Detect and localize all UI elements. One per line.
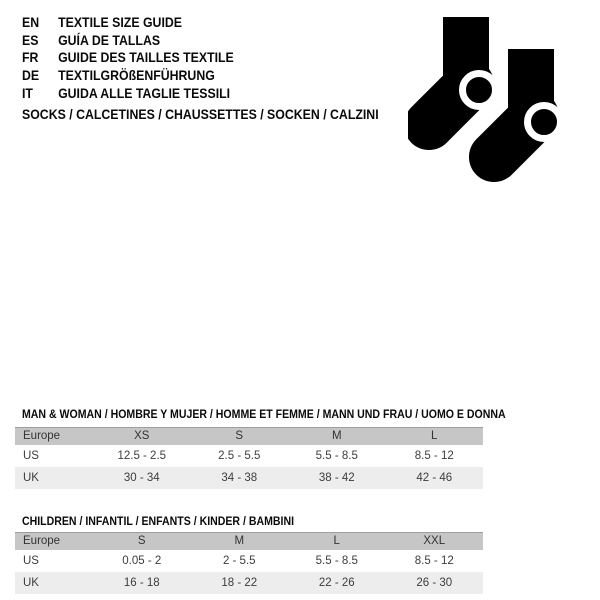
size-table-man-woman (15, 427, 483, 489)
column-header: S (137, 535, 146, 547)
size-cell: 2 - 5.5 (222, 555, 256, 567)
table-row (15, 467, 483, 489)
language-label: GUIDA ALLE TAGLIE TESSILI (58, 84, 231, 101)
table-title-children: CHILDREN / INFANTIL / ENFANTS / KINDER / BAMBINI (22, 514, 295, 528)
language-row (22, 67, 234, 85)
size-cell: 5.5 - 8.5 (315, 450, 358, 462)
table-header-row (15, 427, 483, 445)
language-code: DE (22, 67, 40, 84)
column-header: Europe (23, 535, 61, 547)
size-cell: 26 - 30 (416, 577, 453, 589)
size-cell: 30 - 34 (123, 472, 160, 484)
size-cell: 2.5 - 5.5 (218, 450, 261, 462)
column-header: M (331, 430, 342, 442)
row-label: US (23, 450, 39, 462)
table-row (15, 445, 483, 467)
language-row (22, 32, 234, 50)
column-header: XXL (423, 535, 446, 547)
size-cell: 34 - 38 (221, 472, 258, 484)
row-label: UK (23, 577, 39, 589)
size-cell: 5.5 - 8.5 (315, 555, 358, 567)
socks-icon (408, 11, 568, 187)
size-cell: 18 - 22 (221, 577, 258, 589)
row-label: UK (23, 472, 39, 484)
column-header: Europe (23, 430, 61, 442)
size-table-children (15, 532, 483, 594)
size-cell: 12.5 - 2.5 (117, 450, 167, 462)
column-header: L (333, 535, 340, 547)
language-code: EN (22, 14, 40, 30)
table-title-man-woman: MAN & WOMAN / HOMBRE Y MUJER / HOMME ET FEMME / MANN UND FRAU / UOMO E DONNA (22, 407, 506, 421)
category-title: SOCKS / CALCETINES / CHAUSSETTES / SOCKEN / CALZINI (22, 106, 379, 122)
column-header: M (234, 535, 245, 547)
language-label: GUÍA DE TALLAS (58, 31, 161, 48)
language-list (22, 14, 234, 102)
table-row (15, 550, 483, 572)
language-row (22, 49, 234, 67)
language-row (22, 85, 234, 103)
size-cell: 8.5 - 12 (414, 450, 454, 462)
language-label: GUIDE DES TAILLES TEXTILE (58, 49, 234, 66)
language-code: FR (22, 49, 39, 66)
language-code: ES (22, 31, 39, 48)
column-header: XS (134, 430, 150, 442)
size-cell: 42 - 46 (416, 472, 453, 484)
language-label: TEXTILGRÖßENFÜHRUNG (58, 67, 215, 84)
size-cell: 0.05 - 2 (122, 555, 162, 567)
language-label: TEXTILE SIZE GUIDE (58, 14, 182, 30)
language-row (22, 14, 234, 32)
size-cell: 22 - 26 (318, 577, 355, 589)
row-label: US (23, 555, 39, 567)
column-header: L (431, 430, 438, 442)
column-header: S (235, 430, 244, 442)
language-code: IT (22, 84, 33, 101)
size-cell: 16 - 18 (123, 577, 160, 589)
table-header-row (15, 532, 483, 550)
size-cell: 38 - 42 (318, 472, 355, 484)
table-row (15, 572, 483, 594)
size-cell: 8.5 - 12 (414, 555, 454, 567)
